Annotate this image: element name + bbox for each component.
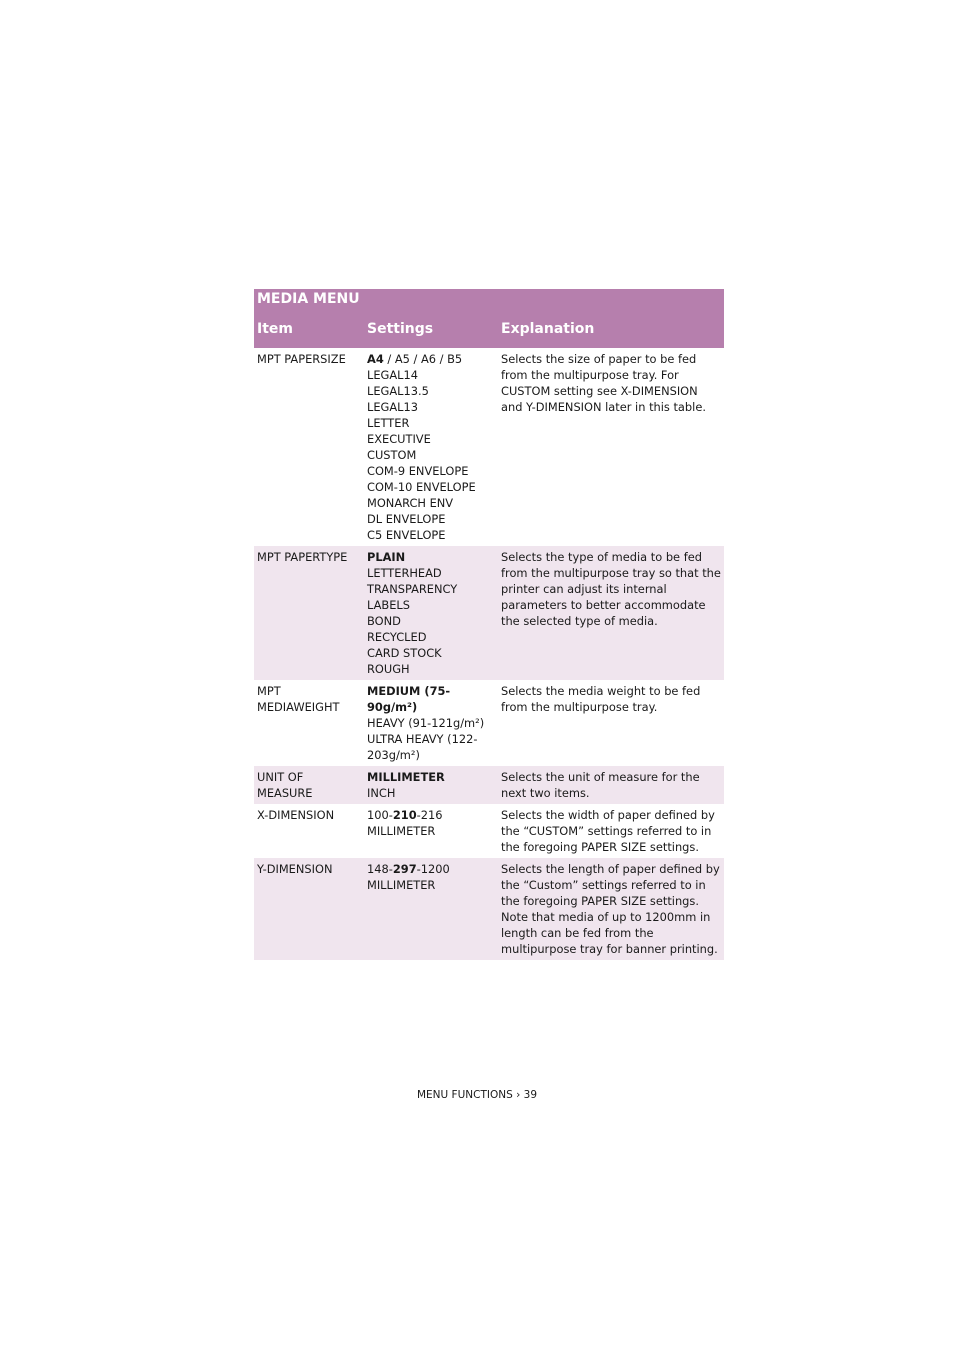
item-cell: UNIT OF MEASURE <box>254 766 364 804</box>
footer-section: MENU FUNCTIONS <box>416 1089 513 1101</box>
table-row <box>254 546 724 680</box>
settings-range <box>367 861 495 877</box>
table-row <box>254 348 724 546</box>
range-max: -1200 <box>416 862 450 876</box>
settings-option-rest: / A5 / A6 / B5 <box>383 352 463 366</box>
footer-separator: › <box>516 1089 521 1101</box>
page-number: 39 <box>523 1089 538 1101</box>
settings-option: COM-10 ENVELOPE <box>367 480 476 494</box>
explanation-cell: Selects the size of paper to be fed from the multipurpose tray. For CUSTOM setting see X-DIMENSION and Y-DIMENSION later in this table. <box>501 352 706 414</box>
settings-cell <box>364 766 498 804</box>
settings-option: LETTER <box>367 416 410 430</box>
settings-option <box>367 549 495 565</box>
settings-option: CARD STOCK <box>367 646 442 660</box>
settings-option: LABELS <box>367 598 410 612</box>
default-setting: PLAIN <box>367 550 406 564</box>
item-cell: MPT MEDIAWEIGHT <box>257 684 340 714</box>
settings-option: HEAVY (91-121g/m²) <box>367 716 485 730</box>
range-min: 148- <box>367 862 393 876</box>
default-setting: MEDIUM (75-90g/m²) <box>367 684 451 714</box>
table-title-row <box>254 289 724 311</box>
settings-option: COM-9 ENVELOPE <box>367 464 469 478</box>
settings-option <box>367 683 495 715</box>
table-row <box>254 680 724 766</box>
explanation-cell: Selects the width of paper defined by the “CUSTOM” settings referred to in the foregoing PAPER SIZE settings. <box>501 808 715 854</box>
table-title: MEDIA MENU <box>254 289 724 311</box>
column-header-settings: Settings <box>364 311 498 348</box>
settings-cell <box>364 804 498 858</box>
settings-option <box>367 351 495 367</box>
item-cell: MPT PAPERTYPE <box>254 546 364 680</box>
table-header-row <box>254 311 724 348</box>
settings-option: BOND <box>367 614 401 628</box>
explanation-cell: Selects the length of paper defined by the “Custom” settings referred to in the foregoing PAPER SIZE settings. Note that media of up to 1200mm in length can be fed from the multipurpose tray for banner printing. <box>498 858 724 960</box>
range-min: 100- <box>367 808 393 822</box>
settings-option: MONARCH ENV <box>367 496 454 510</box>
column-header-explanation: Explanation <box>498 311 724 348</box>
default-setting: 297 <box>392 862 417 876</box>
explanation-cell: Selects the type of media to be fed from the multipurpose tray so that the printer can adjust its internal parameters to better accommodate the selected type of media. <box>498 546 724 680</box>
settings-option: TRANSPARENCY <box>367 582 458 596</box>
item-cell: MPT PAPERSIZE <box>257 352 346 366</box>
settings-option: DL ENVELOPE <box>367 512 446 526</box>
settings-option: CUSTOM <box>367 448 417 462</box>
table-row <box>254 766 724 804</box>
explanation-cell: Selects the media weight to be fed from the multipurpose tray. <box>501 684 701 714</box>
item-cell: Y-DIMENSION <box>254 858 364 960</box>
settings-option: LEGAL14 <box>367 368 419 382</box>
page-footer <box>0 1089 954 1101</box>
range-max: -216 <box>416 808 443 822</box>
settings-option: INCH <box>367 786 396 800</box>
column-header-item: Item <box>254 311 364 348</box>
settings-option: ROUGH <box>367 662 410 676</box>
settings-cell <box>364 546 498 680</box>
settings-cell <box>364 680 498 766</box>
settings-option: ULTRA HEAVY (122-203g/m²) <box>367 732 478 762</box>
table-row <box>254 858 724 960</box>
media-menu-table <box>254 289 724 960</box>
settings-cell <box>364 348 498 546</box>
settings-option: LEGAL13 <box>367 400 419 414</box>
settings-unit: MILLIMETER <box>367 878 436 892</box>
settings-option <box>367 769 495 785</box>
settings-option: LETTERHEAD <box>367 566 442 580</box>
default-setting: MILLIMETER <box>367 770 445 784</box>
settings-option: LEGAL13.5 <box>367 384 429 398</box>
settings-option: C5 ENVELOPE <box>367 528 446 542</box>
default-setting: A4 <box>367 352 384 366</box>
settings-option: RECYCLED <box>367 630 427 644</box>
table-row <box>254 804 724 858</box>
explanation-cell: Selects the unit of measure for the next two items. <box>498 766 724 804</box>
settings-range <box>367 807 495 823</box>
settings-unit: MILLIMETER <box>367 824 436 838</box>
settings-option: EXECUTIVE <box>367 432 431 446</box>
default-setting: 210 <box>392 808 417 822</box>
settings-cell <box>364 858 498 960</box>
item-cell: X-DIMENSION <box>257 808 335 822</box>
